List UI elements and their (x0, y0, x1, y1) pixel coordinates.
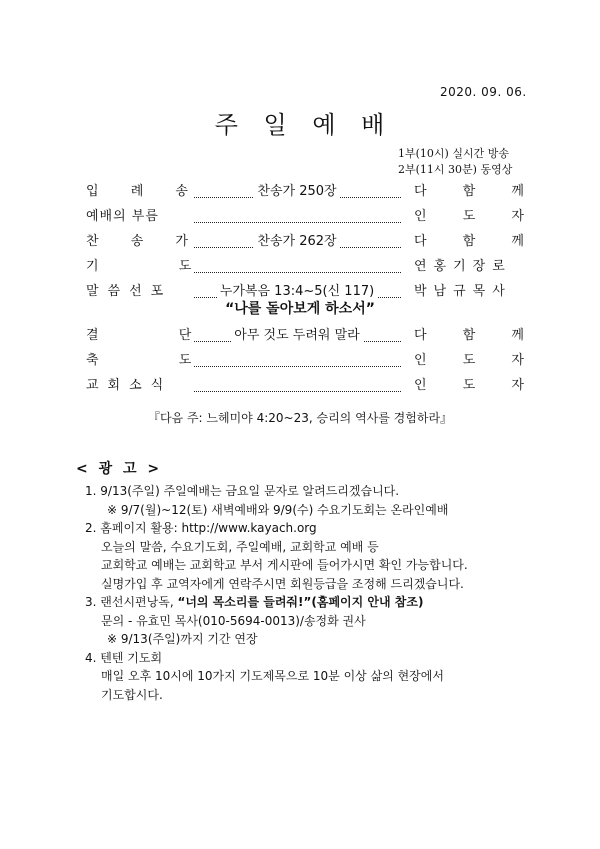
order-item-leader: 연홍기장로 (414, 259, 512, 274)
announcement-4-detail: 기도합시다. (101, 687, 163, 702)
announcement-2-detail: 실명가입 후 교역자에게 연락주시면 회원등급을 조정해 드리겠습니다. (101, 576, 464, 591)
announcements-list (85, 482, 555, 704)
announcement-1-note: ※ 9/7(월)~12(토) 새벽예배와 9/9(수) 수요기도회는 온라인예배 (107, 502, 449, 517)
broadcast-info-2: 2부(11시 30분) 동영상 (398, 163, 513, 176)
order-row-benediction (86, 349, 526, 371)
order-item-name: 기 도 (86, 259, 192, 274)
dotted-leader (194, 212, 401, 223)
announcement-3-prefix: 3. 랜선시편낭독, (85, 595, 178, 609)
announcement-2: 2. 홈페이지 활용: http://www.kayach.org (85, 521, 317, 535)
announcement-3-contact: 문의 - 유효민 목사(010-5694-0013)/송정화 권사 (101, 613, 366, 628)
announcement-4: 4. 텐텐 기도회 (85, 650, 163, 665)
order-item-name: 결 단 (86, 328, 192, 343)
order-item-name: 말씀선포 (86, 284, 173, 299)
order-item-detail: 찬송가 262장 (194, 230, 400, 249)
dotted-leader (194, 356, 401, 367)
announcement-1: 1. 9/13(주일) 주일예배는 금요일 문자로 알려드리겠습니다. (85, 484, 400, 498)
page-title: 주 일 예 배 (214, 111, 394, 139)
next-week-notice: 『다음 주: 느헤미야 4:20~23, 승리의 역사를 경험하라』 (147, 411, 453, 425)
announcement-3-note: ※ 9/13(주일)까지 기간 연장 (107, 632, 258, 646)
order-item-detail: 누가복음 13:4~5(신 117) (194, 280, 400, 299)
order-item-leader: 인 도 자 (414, 209, 524, 224)
order-item-detail: 아무 것도 두려워 말라 (194, 324, 400, 343)
announcements-heading: < 광 고 > (76, 461, 163, 477)
order-item-leader: 박남규목사 (414, 284, 512, 299)
announcement-3 (85, 593, 555, 612)
bulletin-date: 2020. 09. 06. (440, 85, 527, 99)
order-item-leader: 다 함 께 (414, 328, 524, 343)
dotted-leader (194, 381, 401, 392)
sermon-title: “나를 돌아보게 하소서” (225, 301, 375, 317)
dotted-leader (194, 262, 401, 273)
order-item-leader: 인 도 자 (414, 378, 524, 393)
order-item-name: 예배의 부름 (86, 209, 159, 224)
order-row-entrance-hymn (86, 180, 526, 202)
order-row-hymn (86, 230, 526, 252)
order-item-leader: 인 도 자 (414, 353, 524, 368)
order-row-decision (86, 324, 526, 346)
order-item-name: 교회소식 (86, 378, 173, 393)
announcement-4-detail: 매일 오후 10시에 10가지 기도제목으로 10분 이상 삶의 현장에서 (101, 669, 444, 683)
announcement-2-detail: 교회학교 예배는 교회학교 부서 게시판에 들어가시면 확인 가능합니다. (101, 558, 468, 572)
order-item-name: 축 도 (86, 353, 192, 368)
order-item-leader: 다 함 께 (414, 184, 524, 199)
announcement-2-detail: 오늘의 말씀, 수요기도회, 주일예배, 교회학교 예배 등 (101, 539, 379, 554)
announcement-3-title: “너의 목소리를 들려줘!”(홈페이지 안내 참조) (177, 595, 424, 609)
order-item-name: 찬 송 가 (86, 234, 188, 249)
order-item-name: 입 례 송 (86, 184, 188, 199)
order-row-call-to-worship (86, 205, 526, 227)
order-row-prayer (86, 255, 526, 277)
broadcast-info-1: 1부(10시) 실시간 방송 (398, 147, 509, 160)
order-item-leader: 다 함 께 (414, 234, 524, 249)
order-row-church-news (86, 374, 526, 396)
order-item-detail: 찬송가 250장 (194, 180, 400, 199)
